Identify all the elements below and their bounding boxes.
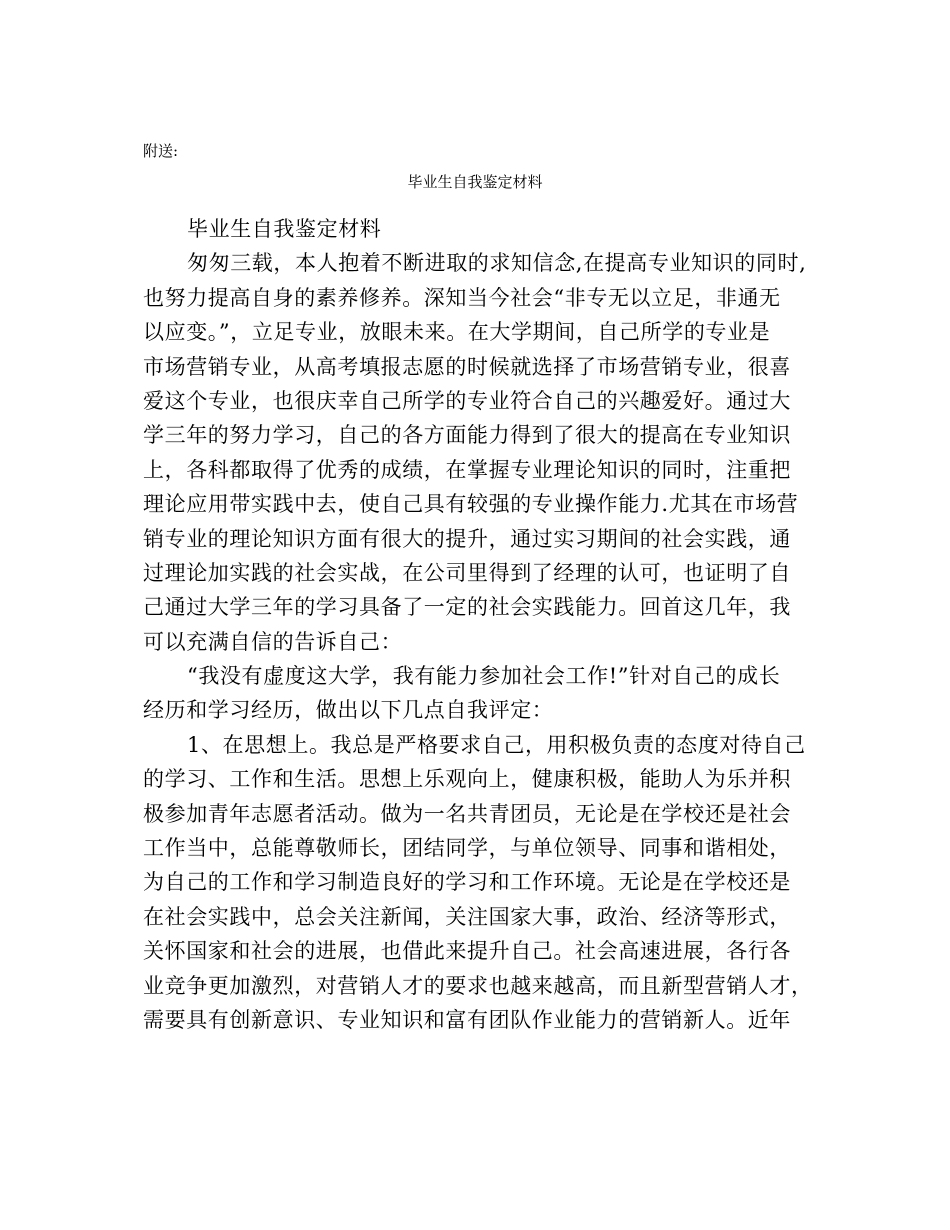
body-line: 需要具有创新意识、专业知识和富有团队作业能力的营销新人。近年 [143,1007,791,1032]
body-line: 上，各科都取得了优秀的成绩，在掌握专业理论知识的同时，注重把 [143,457,791,482]
body-line: 爱这个专业，也很庆幸自己所学的专业符合自己的兴趣爱好。通过大 [143,388,791,413]
body-line: 在社会实践中，总会关注新闻，关注国家大事，政治、经济等形式， [143,904,791,929]
document-body [143,212,843,1037]
body-line: 关怀国家和社会的进展，也借此来提升自己。社会高速进展，各行各 [143,939,791,964]
body-line: “我没有虚度这大学，我有能力参加社会工作!”针对自己的成长 [187,664,781,689]
body-line: 工作当中，总能尊敬师长，团结同学，与单位领导、同事和谐相处， [143,836,791,861]
document-title: 毕业生自我鉴定材料 [407,173,543,191]
body-line: 己通过大学三年的学习具备了一定的社会实践能力。回首这几年，我 [143,595,791,620]
attachment-label: 附送: [143,142,179,160]
body-line: 毕业生自我鉴定材料 [187,217,382,241]
body-line: 市场营销专业，从高考填报志愿的时候就选择了市场营销专业，很喜 [143,354,791,379]
body-line: 经历和学习经历，做出以下几点自我评定： [143,698,554,723]
body-line: 可以充满自信的告诉自己： [143,629,403,654]
body-line: 理论应用带实践中去，使自己具有较强的专业操作能力.尤其在市场营 [143,492,799,517]
body-line: 1、在思想上。我总是严格要求自己，用积极负责的态度对待自己 [187,732,806,757]
body-line: 业竞争更加激烈，对营销人才的要求也越来越高，而且新型营销人才， [143,973,813,998]
body-line: 的学习、工作和生活。思想上乐观向上，健康积极，能助人为乐并积 [143,767,791,792]
body-line: 匆匆三载，本人抱着不断进取的求知信念,在提高专业知识的同时, [187,251,807,276]
body-line: 学三年的努力学习，自己的各方面能力得到了很大的提高在专业知识 [143,423,791,448]
body-line: 为自己的工作和学习制造良好的学习和工作环境。无论是在学校还是 [143,870,791,895]
body-line: 极参加青年志愿者活动。做为一名共青团员，无论是在学校还是社会 [143,801,791,826]
body-line: 过理论加实践的社会实战，在公司里得到了经理的认可，也证明了自 [143,560,791,585]
body-line: 以应变。”，立足专业，放眼未来。在大学期间，自己所学的专业是 [143,320,771,345]
body-line: 也努力提高自身的素养修养。深知当今社会“非专无以立足，非通无 [143,285,781,310]
body-line: 销专业的理论知识方面有很大的提升，通过实习期间的社会实践，通 [143,526,791,551]
